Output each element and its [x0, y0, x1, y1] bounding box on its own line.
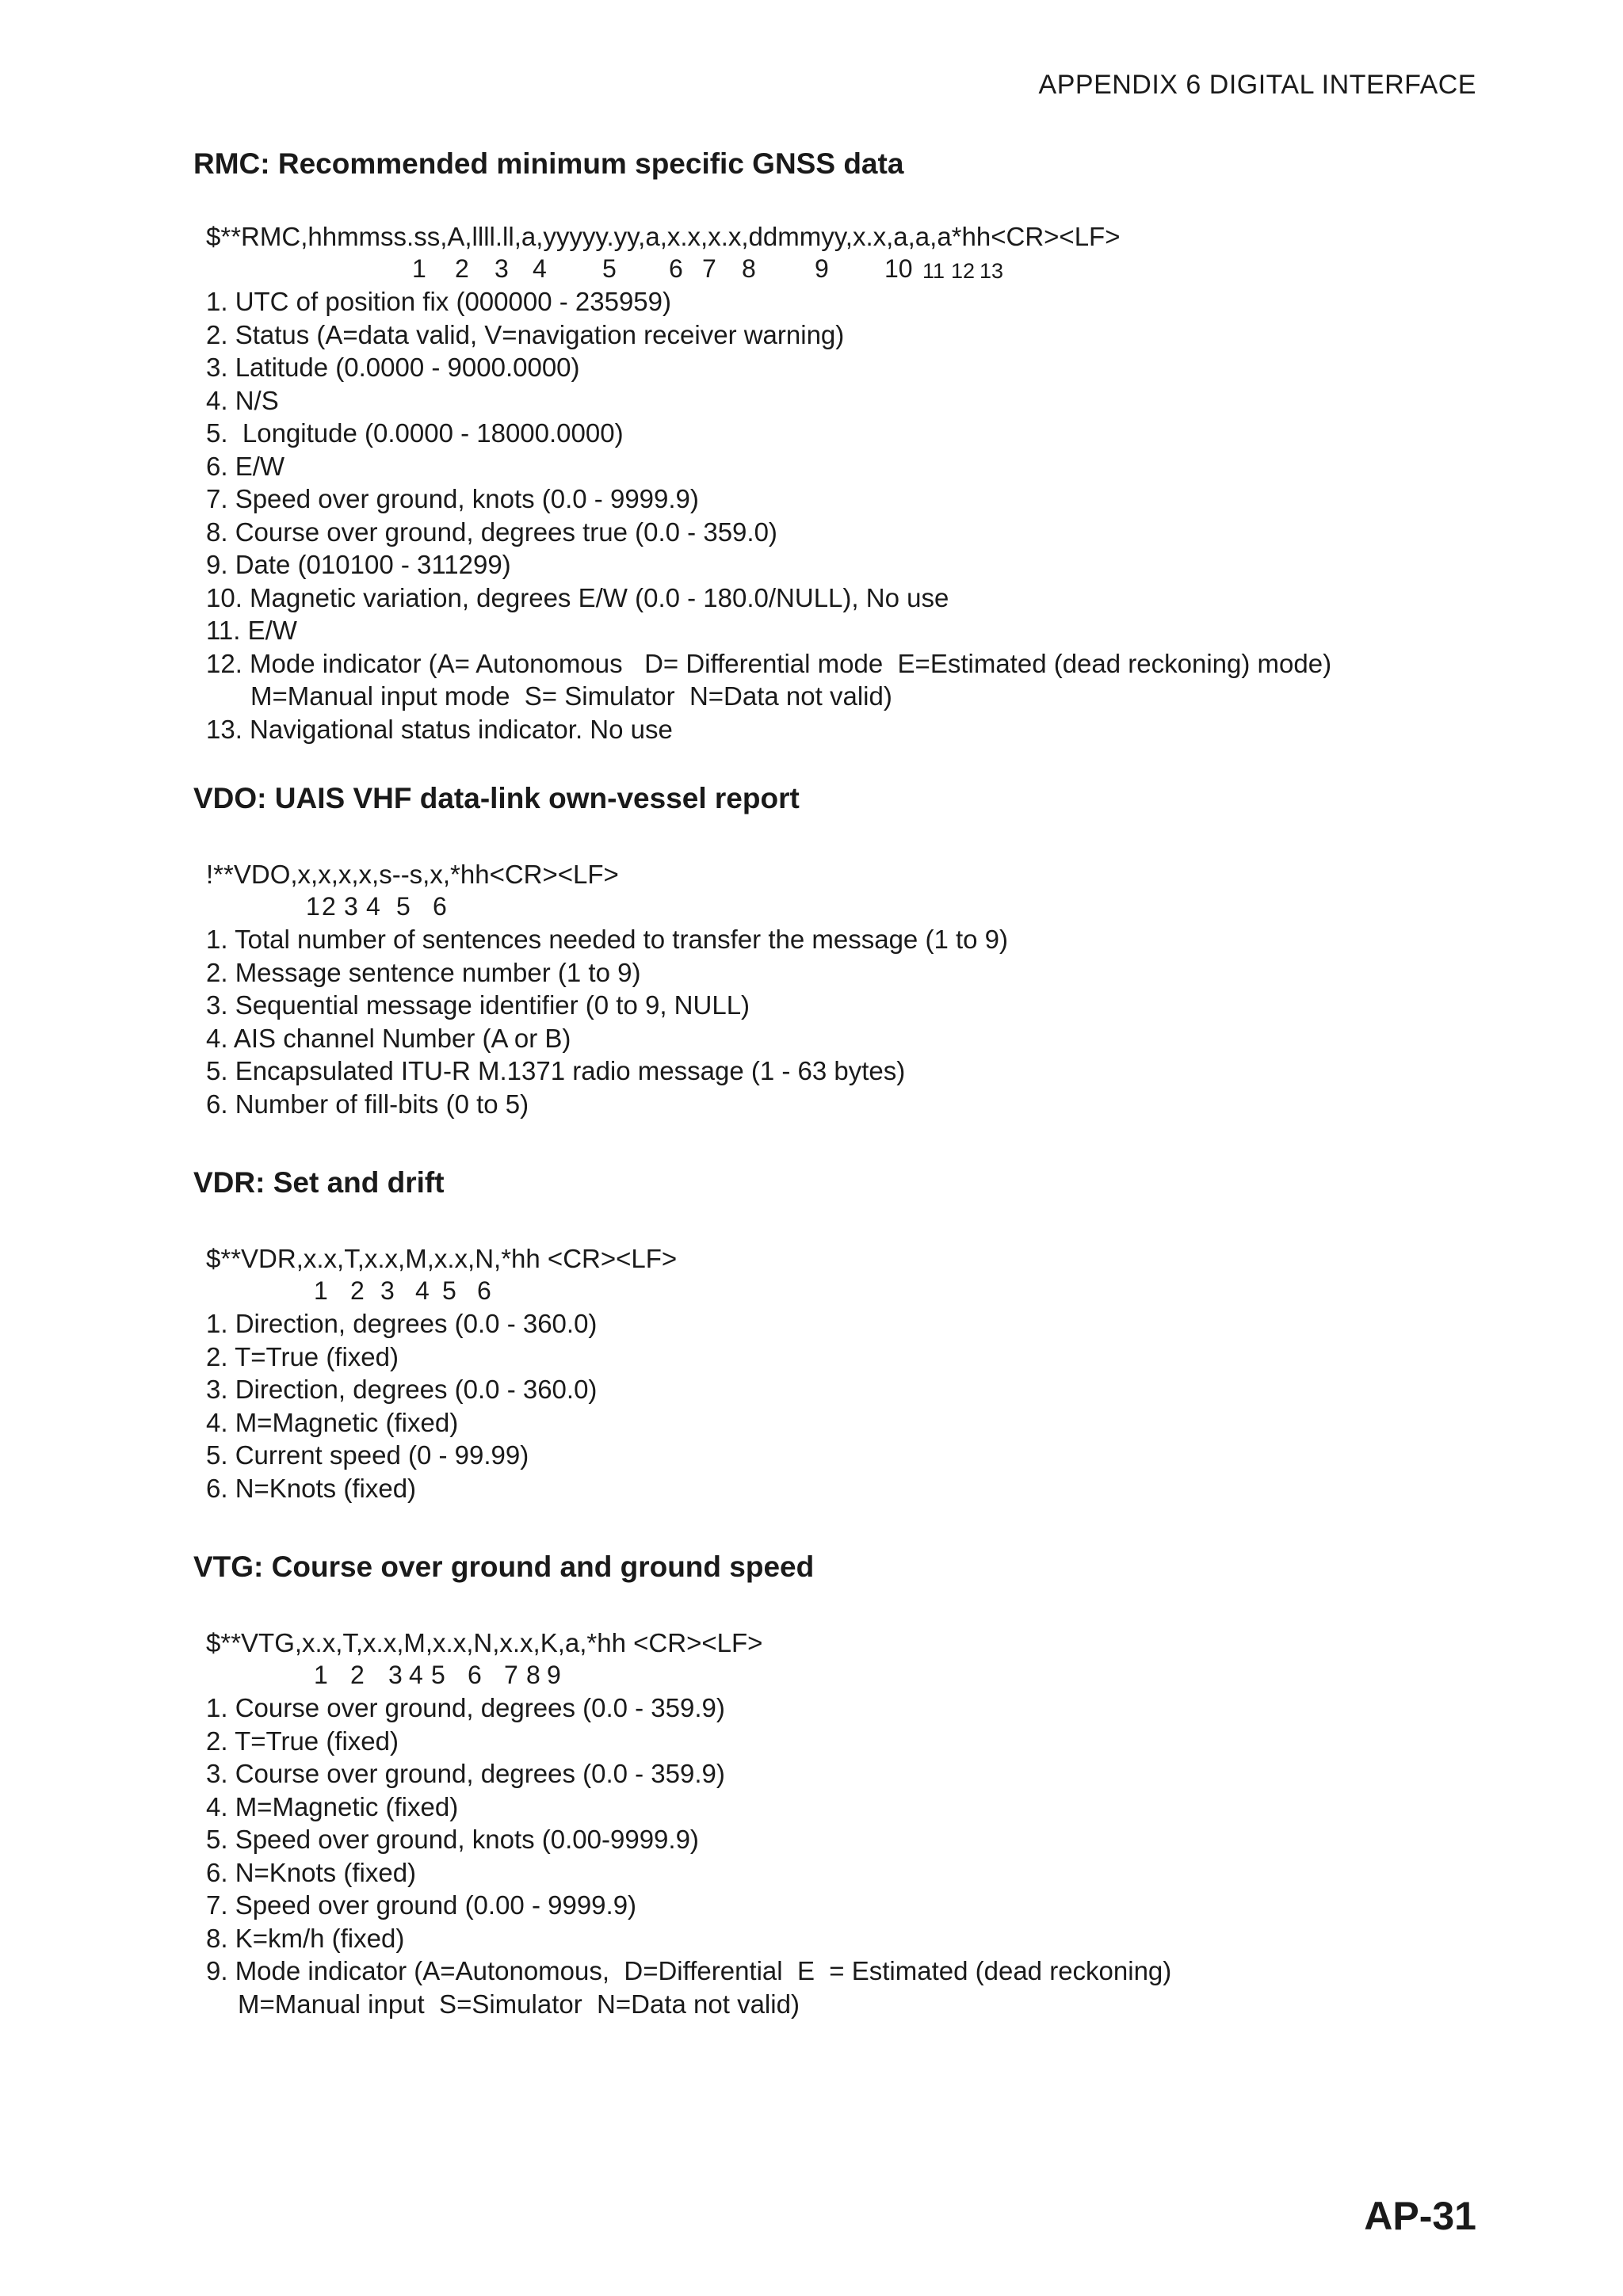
field-item: 5. Encapsulated ITU-R M.1371 radio message (1 - 63 bytes) [206, 1056, 906, 1085]
field-number: 6 [433, 892, 447, 921]
field-item: 2. T=True (fixed) [206, 1341, 399, 1371]
field-number: 1 [314, 1661, 328, 1689]
field-number: 6 [468, 1661, 482, 1689]
field-item: 2. Status (A=data valid, V=navigation receiver warning) [206, 319, 845, 349]
field-item: 1. Total number of sentences needed to transfer the message (1 to 9) [206, 925, 1008, 954]
field-number: 2 [350, 1276, 365, 1305]
field-item: 9. Date (010100 - 311299) [206, 550, 511, 579]
field-item: 4. AIS channel Number (A or B) [206, 1023, 571, 1053]
field-item: 5. Speed over ground, knots (0.00-9999.9) [206, 1825, 699, 1854]
page-header: APPENDIX 6 DIGITAL INTERFACE [1038, 70, 1476, 100]
field-number: 3 [380, 1276, 395, 1305]
page-number: AP-31 [1364, 2194, 1476, 2238]
field-number: 5 [442, 1276, 456, 1305]
field-number: 1 [412, 254, 426, 283]
field-item: 8. K=km/h (fixed) [206, 1923, 405, 1953]
field-number: 1 [306, 892, 320, 921]
section-title: RMC: Recommended minimum specific GNSS data [193, 147, 904, 180]
field-number: 2 [350, 1661, 365, 1689]
field-item: 5. Longitude (0.0000 - 18000.0000) [206, 418, 624, 448]
field-number: 4 [533, 254, 547, 283]
sentence-format: $**VDR,x.x,T,x.x,M,x.x,N,*hh <CR><LF> [206, 1244, 678, 1273]
field-number: 10 [884, 254, 913, 283]
field-number: 9 [547, 1661, 561, 1689]
field-number: 3 [388, 1661, 403, 1689]
field-number: 4 [366, 892, 380, 921]
field-number: 8 [742, 254, 756, 283]
section-rmc [193, 144, 1493, 746]
field-item: 6. N=Knots (fixed) [206, 1857, 417, 1887]
sentence-format: $**VTG,x.x,T,x.x,M,x.x,N,x.x,K,a,*hh <CR><LF> [206, 1628, 763, 1657]
field-number: 7 [504, 1661, 518, 1689]
field-item: 6. Number of fill-bits (0 to 5) [206, 1089, 529, 1119]
section-vdo [193, 779, 1493, 1120]
field-list [206, 285, 1493, 746]
section-vdr [193, 1163, 1493, 1505]
field-item: 6. E/W [206, 451, 285, 481]
sentence-format: $**RMC,hhmmss.ss,A,llll.ll,a,yyyyy.yy,a,x.x,x.x,ddmmyy,x.x,a,a,a*hh<CR><LF> [206, 222, 1121, 251]
field-number: 1 [314, 1276, 328, 1305]
field-number-row [193, 1659, 1493, 1691]
field-list [206, 1307, 1493, 1505]
field-number-row [193, 1275, 1493, 1307]
field-item-continuation: M=Manual input mode S= Simulator N=Data not valid) [250, 681, 892, 711]
section-title: VTG: Course over ground and ground speed [193, 1550, 815, 1583]
field-item: 7. Speed over ground, knots (0.0 - 9999.9) [206, 484, 699, 513]
field-number: 3 [344, 892, 358, 921]
field-list [206, 1691, 1493, 2020]
field-number: 5 [431, 1661, 445, 1689]
field-number: 9 [815, 254, 829, 283]
field-item: 9. Mode indicator (A=Autonomous, D=Differential E = Estimated (dead reckoning) [206, 1956, 1172, 1985]
field-item: 10. Magnetic variation, degrees E/W (0.0 - 180.0/NULL), No use [206, 582, 949, 612]
field-item: 11. E/W [206, 616, 297, 645]
field-number: 4 [409, 1661, 423, 1689]
field-number: 4 [415, 1276, 430, 1305]
field-item: 8. Course over ground, degrees true (0.0 - 359.0) [206, 517, 777, 547]
field-item: 4. M=Magnetic (fixed) [206, 1407, 459, 1437]
field-item: 5. Current speed (0 - 99.99) [206, 1440, 529, 1470]
field-item: 2. Message sentence number (1 to 9) [206, 957, 641, 987]
field-number-row [193, 891, 1493, 923]
field-number: 8 [526, 1661, 540, 1689]
field-item: 7. Speed over ground (0.00 - 9999.9) [206, 1890, 637, 1920]
field-number: 2 [322, 892, 336, 921]
field-number: 6 [669, 254, 683, 283]
field-number: 7 [702, 254, 716, 283]
field-item-continuation: M=Manual input S=Simulator N=Data not valid) [238, 1989, 800, 2019]
field-item: 3. Latitude (0.0000 - 9000.0000) [206, 353, 580, 382]
field-number: 5 [396, 892, 411, 921]
field-item: 3. Direction, degrees (0.0 - 360.0) [206, 1375, 598, 1404]
field-item: 4. M=Magnetic (fixed) [206, 1791, 459, 1821]
section-vtg [193, 1547, 1493, 2020]
field-number: 2 [455, 254, 469, 283]
field-item: 13. Navigational status indicator. No use [206, 714, 673, 744]
section-title: VDR: Set and drift [193, 1166, 445, 1199]
field-item: 1. UTC of position fix (000000 - 235959) [206, 287, 671, 316]
field-number-row [193, 253, 1493, 285]
field-item: 1. Direction, degrees (0.0 - 360.0) [206, 1309, 598, 1338]
field-item: 4. N/S [206, 385, 279, 415]
field-number: 12 [951, 259, 976, 283]
field-item: 3. Sequential message identifier (0 to 9, NULL) [206, 990, 750, 1020]
field-number: 3 [495, 254, 509, 283]
field-number: 5 [602, 254, 617, 283]
field-item: 6. N=Knots (fixed) [206, 1473, 417, 1503]
field-item: 3. Course over ground, degrees (0.0 - 359.9) [206, 1759, 725, 1788]
field-item: 12. Mode indicator (A= Autonomous D= Differential mode E=Estimated (dead reckoning) mode) [206, 648, 1332, 678]
field-number: 6 [477, 1276, 491, 1305]
field-item: 1. Course over ground, degrees (0.0 - 359.9) [206, 1693, 725, 1722]
field-number: 11 [922, 259, 945, 283]
field-item: 2. T=True (fixed) [206, 1726, 399, 1756]
section-title: VDO: UAIS VHF data-link own-vessel report [193, 782, 800, 814]
sentence-format: !**VDO,x,x,x,x,s--s,x,*hh<CR><LF> [206, 860, 619, 889]
field-list [206, 923, 1493, 1120]
field-number: 13 [980, 259, 1004, 283]
